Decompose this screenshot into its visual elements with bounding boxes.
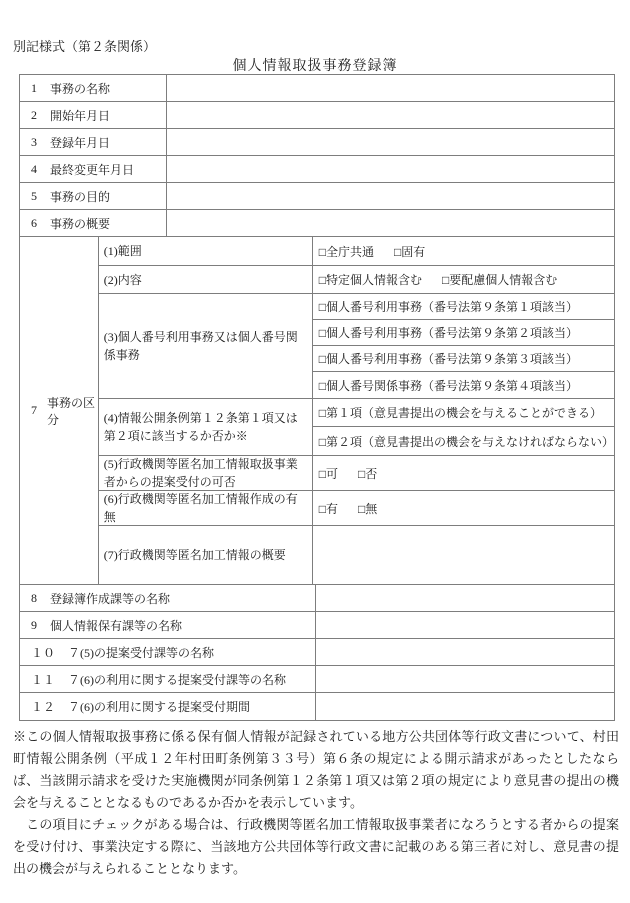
checkbox-option: □要配慮個人情報含む bbox=[441, 273, 558, 287]
row-value-cell bbox=[167, 75, 614, 101]
row-number: 9 bbox=[31, 617, 37, 632]
subrow-label: (7)行政機関等匿名加工情報の概要 bbox=[99, 526, 313, 584]
row-label bbox=[20, 102, 167, 128]
row-label bbox=[20, 666, 316, 692]
row-value-cell bbox=[167, 210, 614, 236]
subrow-label: (1)範囲 bbox=[99, 237, 313, 265]
checkbox-option: □可 bbox=[318, 466, 338, 481]
row-number: 8 bbox=[31, 590, 37, 605]
row-value-cell bbox=[167, 183, 614, 209]
table-row-8 bbox=[20, 585, 614, 612]
subrow-2-content bbox=[99, 266, 614, 294]
subrow-1-scope bbox=[99, 237, 614, 266]
table-row-4 bbox=[20, 156, 614, 183]
row-label bbox=[20, 693, 316, 720]
row-label bbox=[20, 75, 167, 101]
row-label-text: 事務の概要 bbox=[50, 216, 111, 231]
row-label-text: 事務の名称 bbox=[50, 81, 111, 96]
table-row-6 bbox=[20, 210, 614, 237]
footnote-paragraph-1: ※この個人情報取扱事務に係る保有個人情報が記録されている地方公共団体等行政文書について、村田町情報公開条例（平成１２年村田町条例第３３号）第６条の規定による開示請求があったとしたならば、当該開示請求を受けた実施機関が同条例第１２条第１項又は第２項の規定により意見書の提出の機会を与えることとなるものであるか否かを表示しています。 bbox=[13, 729, 619, 810]
row-number: 6 bbox=[31, 215, 37, 230]
row-label bbox=[20, 210, 167, 236]
checkbox-option: □個人番号利用事務（番号法第９条第１項該当） bbox=[313, 294, 614, 320]
row-label-text: 事務の区分 bbox=[47, 395, 96, 427]
row-label bbox=[20, 156, 167, 182]
checkbox-option: □個人番号利用事務（番号法第９条第２項該当） bbox=[313, 320, 614, 346]
row-number: 1 bbox=[31, 80, 37, 95]
checkbox-option: □個人番号利用事務（番号法第９条第３項該当） bbox=[313, 346, 614, 372]
row-label-text: ７(6)の利用に関する提案受付課等の名称 bbox=[68, 672, 287, 687]
row-label bbox=[20, 183, 167, 209]
row-number: １０ bbox=[31, 645, 56, 660]
row-value-cell bbox=[316, 666, 614, 692]
row-value-cell bbox=[316, 612, 614, 638]
table-row-5 bbox=[20, 183, 614, 210]
subrow-label: (6)行政機関等匿名加工情報作成の有無 bbox=[99, 491, 313, 525]
page-title: 個人情報取扱事務登録簿 bbox=[232, 59, 398, 74]
row-label-text: 事務の目的 bbox=[50, 189, 111, 204]
table-row-10 bbox=[20, 639, 614, 666]
row-value-cell bbox=[316, 693, 614, 720]
row-label-text: 開始年月日 bbox=[50, 108, 111, 123]
subrow-7-anonymized-summary bbox=[99, 526, 614, 584]
checkbox-option: □固有 bbox=[393, 244, 426, 259]
subrow-3-mynumber bbox=[99, 294, 614, 399]
table-row-9 bbox=[20, 612, 614, 639]
row-label bbox=[20, 639, 316, 665]
row-label-text: 最終変更年月日 bbox=[50, 162, 135, 177]
row-number: 4 bbox=[31, 161, 37, 176]
table-row-7-section bbox=[20, 237, 614, 585]
subrow-option-stack bbox=[313, 399, 614, 455]
subrow-label: (3)個人番号利用事務又は個人番号関係事務 bbox=[99, 294, 313, 398]
footnote bbox=[13, 726, 619, 880]
row-value-cell bbox=[316, 639, 614, 665]
table-row-1 bbox=[20, 75, 614, 102]
checkbox-option: □有 bbox=[318, 501, 338, 516]
row-label-text: 登録簿作成課等の名称 bbox=[50, 591, 171, 606]
form-style-note: 別記様式（第２条関係） bbox=[13, 39, 157, 54]
checkbox-option: □否 bbox=[357, 466, 378, 481]
row-label bbox=[20, 585, 316, 611]
row-label bbox=[20, 237, 99, 584]
table-row-11 bbox=[20, 666, 614, 693]
row-number: 2 bbox=[31, 107, 37, 122]
row-number: １２ bbox=[31, 700, 56, 714]
table-row-3 bbox=[20, 129, 614, 156]
table-row-2 bbox=[20, 102, 614, 129]
row-number: １１ bbox=[31, 672, 56, 687]
row-label-text: 登録年月日 bbox=[50, 135, 111, 150]
subrow-option-stack bbox=[313, 294, 614, 398]
row-number: 3 bbox=[31, 134, 37, 149]
row-label-text: ７(5)の提案受付課等の名称 bbox=[68, 645, 215, 660]
checkbox-option: □第１項（意見書提出の機会を与えることができる） bbox=[313, 399, 614, 427]
section7-subtable bbox=[99, 237, 614, 584]
footnote-paragraph-2: この項目にチェックがある場合は、行政機関等匿名加工情報取扱事業者になろうとする者からの提案を受け付け、事業決定する際に、当該地方公共団体等行政文書に記載のある第三者に対し、意見書の提出の機会が与えられることとなります。 bbox=[13, 817, 619, 876]
row-number: 5 bbox=[31, 188, 37, 203]
subrow-label: (5)行政機関等匿名加工情報取扱事業者からの提案受付の可否 bbox=[99, 456, 313, 490]
subrow-options bbox=[313, 456, 614, 490]
subrow-value-cell bbox=[313, 526, 614, 584]
table-row-12 bbox=[20, 693, 614, 720]
checkbox-option: □第２項（意見書提出の機会を与えなければならない） bbox=[318, 434, 614, 449]
row-label bbox=[20, 612, 316, 638]
subrow-options bbox=[313, 266, 614, 293]
row-value-cell bbox=[167, 129, 614, 155]
subrow-label: (4)情報公開条例第１２条第１項又は第２項に該当するか否か※ bbox=[99, 399, 313, 455]
checkbox-option: □全庁共通 bbox=[318, 244, 374, 259]
subrow-5-proposal bbox=[99, 456, 614, 491]
subrow-options bbox=[313, 491, 614, 525]
subrow-4-disclosure bbox=[99, 399, 614, 456]
row-label-text: 個人情報保有課等の名称 bbox=[50, 618, 183, 633]
checkbox-option: □個人番号関係事務（番号法第９条第４項該当） bbox=[318, 378, 578, 393]
subrow-label: (2)内容 bbox=[99, 266, 313, 293]
row-value-cell bbox=[316, 585, 614, 611]
row-value-cell bbox=[167, 102, 614, 128]
subrow-6-anonymized-creation bbox=[99, 491, 614, 526]
checkbox-option: □特定個人情報含む bbox=[318, 273, 422, 287]
checkbox-option: □無 bbox=[357, 501, 378, 516]
row-value-cell bbox=[167, 156, 614, 182]
registry-table bbox=[19, 74, 615, 721]
row-label-text: ７(6)の利用に関する提案受付期間 bbox=[68, 700, 251, 714]
subrow-options bbox=[313, 237, 614, 265]
row-number: 7 bbox=[31, 403, 37, 417]
row-label bbox=[20, 129, 167, 155]
